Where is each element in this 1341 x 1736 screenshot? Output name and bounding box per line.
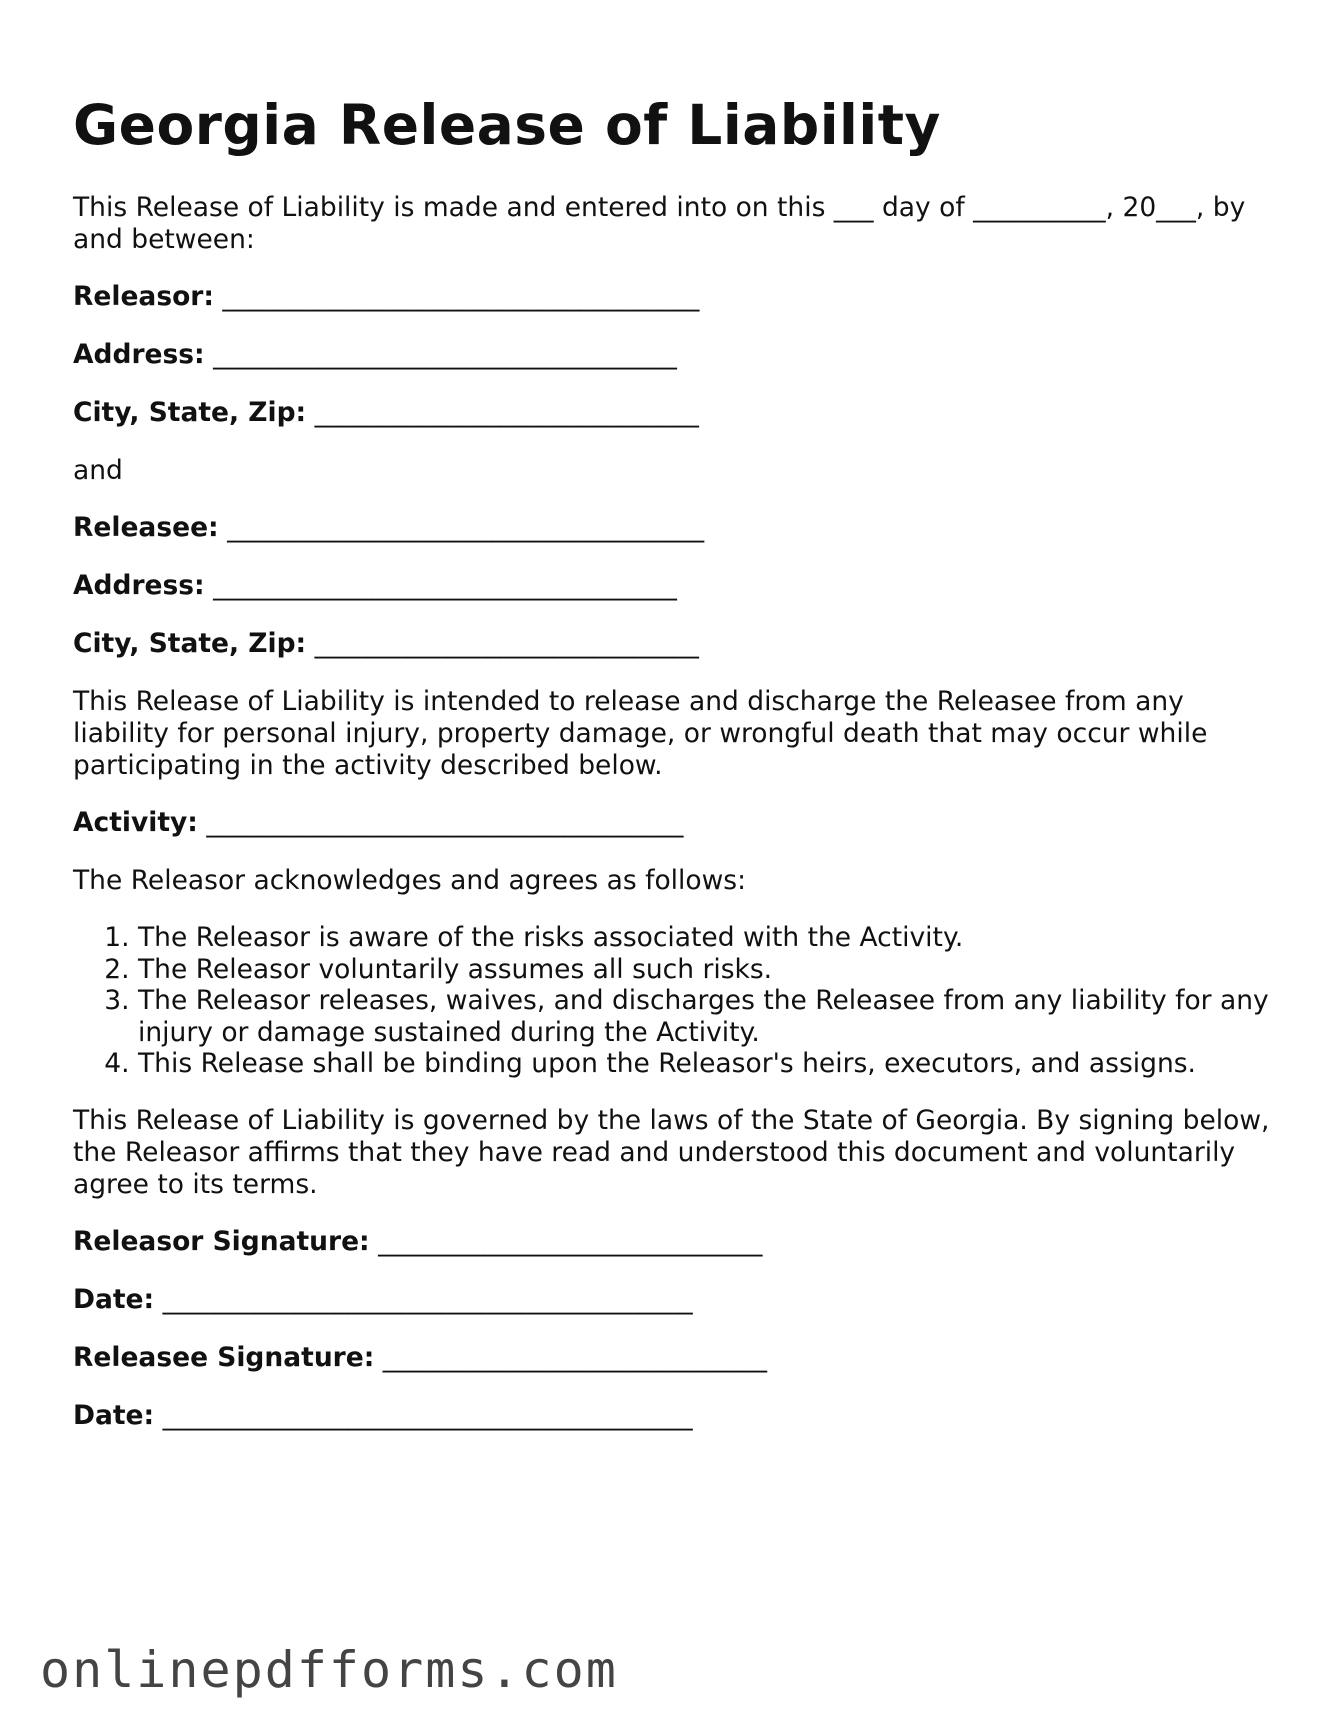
field-label: Date: xyxy=(73,1399,155,1431)
list-item: 1. The Releasor is aware of the risks associated with the Activity. xyxy=(138,922,1273,954)
blank-line: _____________________________ xyxy=(382,1341,768,1373)
releasor-date-field xyxy=(73,1284,1273,1316)
blank-line: ____________________________________ xyxy=(227,512,705,543)
releasor-city-state-zip-field xyxy=(73,397,1273,429)
releasee-address-field xyxy=(73,570,1273,602)
blank-line: _____________________________ xyxy=(378,1225,763,1257)
blank-line: ____________________________________ xyxy=(222,281,700,312)
field-label: Address: xyxy=(73,339,205,370)
field-label: City, State, Zip: xyxy=(73,397,307,428)
field-label: Releasor: xyxy=(73,281,214,312)
intro-paragraph: This Release of Liability is made and entered into on this ___ day of __________, 20___, by and between: xyxy=(73,192,1246,255)
list-item: 2. The Releasor voluntarily assumes all such risks. xyxy=(138,954,1273,986)
terms-list xyxy=(73,922,1273,1080)
releasee-date-field xyxy=(73,1400,1273,1432)
document-page xyxy=(73,92,1273,1458)
site-watermark: onlinepdfforms.com xyxy=(40,1641,618,1699)
purpose-paragraph: This Release of Liability is intended to release and discharge the Releasee from any liability for personal injury, property damage, or wrongful death that may occur while participating in the activity described below. xyxy=(73,686,1208,781)
field-label: Releasee Signature: xyxy=(73,1341,375,1373)
blank-line: ________________________________________ xyxy=(162,1399,693,1431)
releasee-city-state-zip-field xyxy=(73,628,1273,660)
list-item: 3. The Releasor releases, waives, and discharges the Releasee from any liability for any injury or damage sustained during the Activity. xyxy=(138,985,1273,1048)
blank-line: ___________________________________ xyxy=(213,570,677,601)
activity-field xyxy=(73,807,1273,839)
blank-line: ___________________________________ xyxy=(213,339,677,370)
field-label: Releasee: xyxy=(73,512,219,543)
field-label: Activity: xyxy=(73,807,198,838)
blank-line: _____________________________ xyxy=(314,397,699,428)
blank-line: ____________________________________ xyxy=(206,807,684,838)
document-title: Georgia Release of Liability xyxy=(73,93,941,157)
releasee-signature-field xyxy=(73,1342,1273,1374)
field-label: City, State, Zip: xyxy=(73,628,307,659)
blank-line: ________________________________________ xyxy=(162,1283,693,1315)
blank-line: _____________________________ xyxy=(314,628,699,659)
field-label: Date: xyxy=(73,1283,155,1315)
acknowledgement-intro: The Releasor acknowledges and agrees as follows: xyxy=(73,865,747,896)
releasor-name-field xyxy=(73,281,1273,313)
releasor-address-field xyxy=(73,339,1273,371)
governing-law-paragraph: This Release of Liability is governed by the laws of the State of Georgia. By signing below, the Releasor affirms that they have read and understood this document and voluntarily agree to its terms. xyxy=(73,1104,1270,1200)
list-item: 4. This Release shall be binding upon the Releasor's heirs, executors, and assigns. xyxy=(138,1048,1273,1080)
field-label: Address: xyxy=(73,570,205,601)
releasee-name-field xyxy=(73,512,1273,544)
field-label: Releasor Signature: xyxy=(73,1225,370,1257)
releasor-signature-field xyxy=(73,1226,1273,1258)
and-text: and xyxy=(73,455,123,486)
